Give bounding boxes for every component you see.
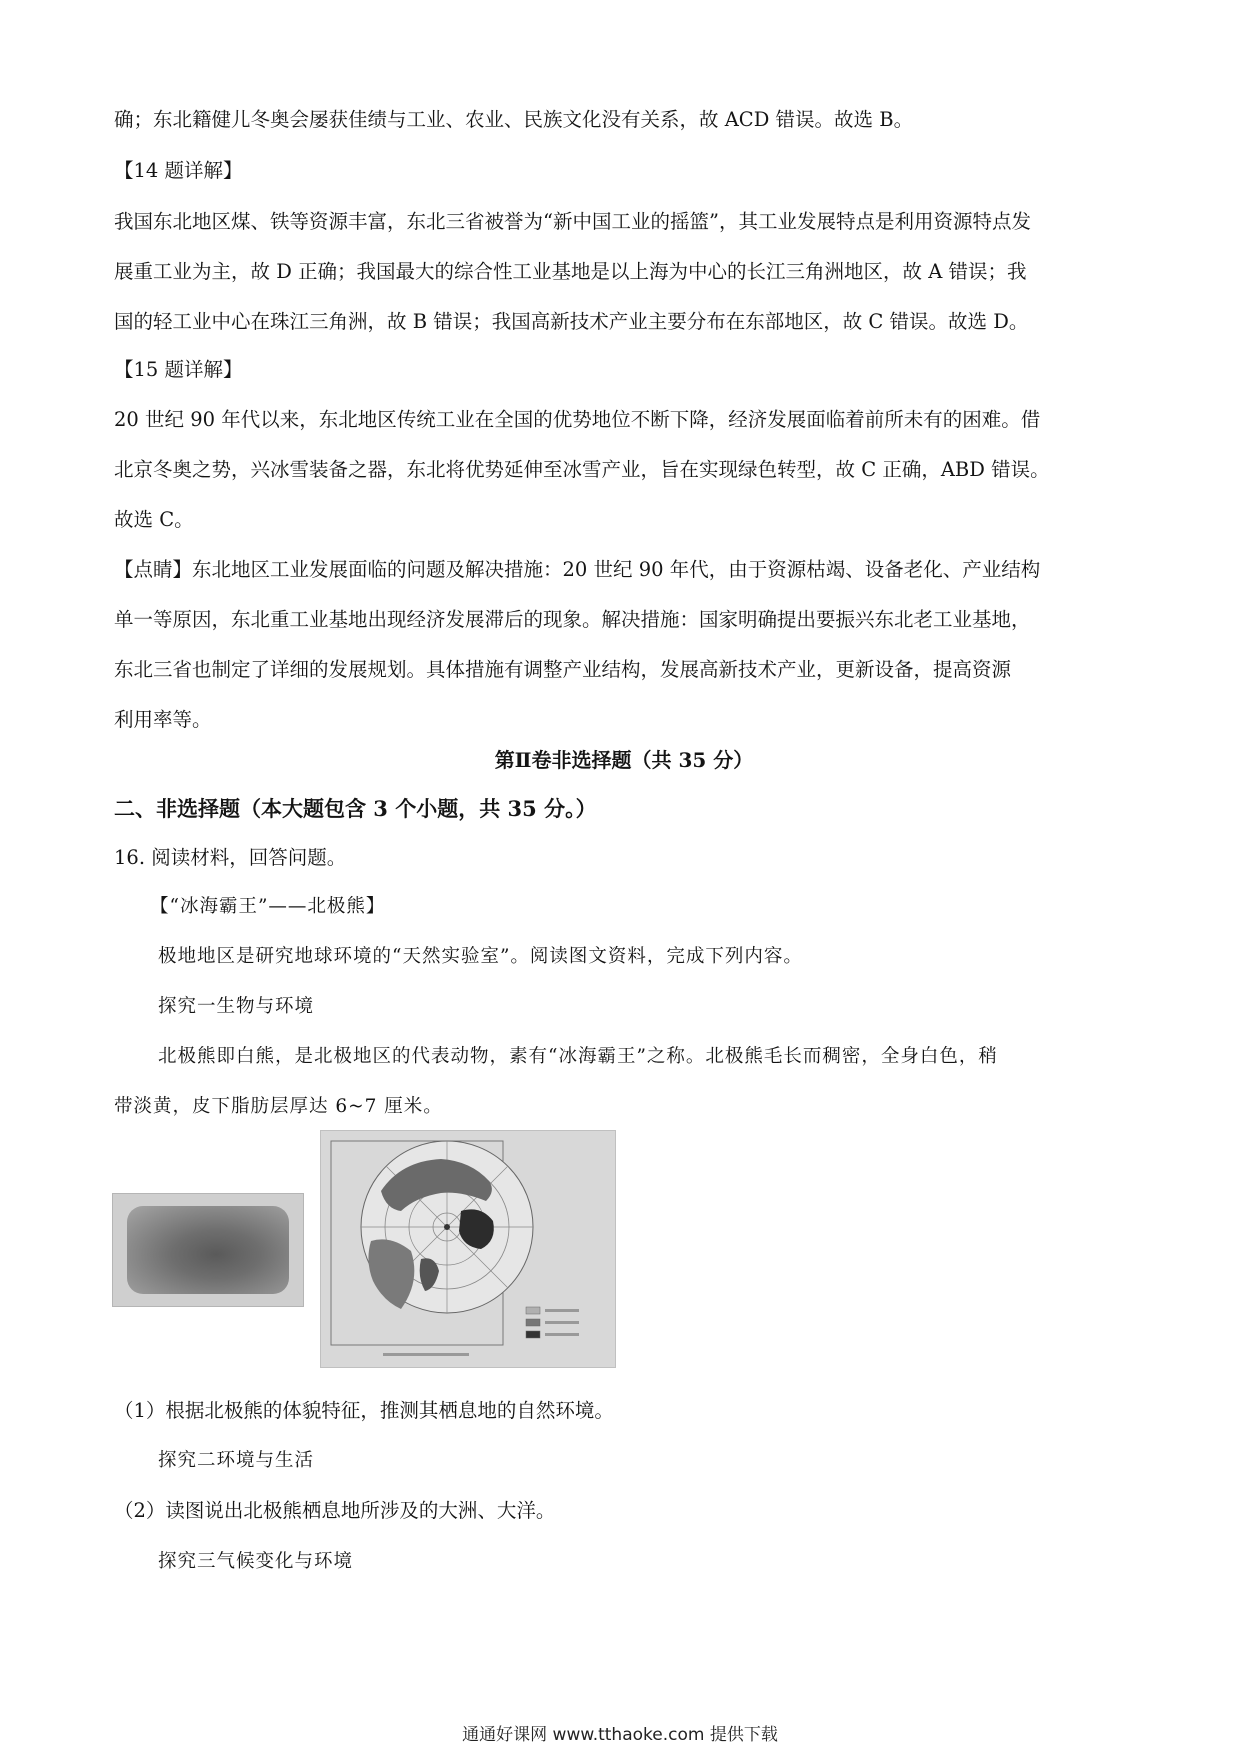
explore-2-heading: 探究二环境与生活 [158, 1450, 315, 1471]
arctic-map-svg [321, 1131, 615, 1367]
q14-heading: 【14 题详解】 [114, 159, 243, 182]
q16-intro: 16. 阅读材料，回答问题。 [114, 846, 347, 869]
legend-text-blur [545, 1333, 579, 1336]
material-intro: 极地地区是研究地球环境的“天然实验室”。阅读图文资料，完成下列内容。 [158, 946, 803, 967]
explore-1-heading: 探究一生物与环境 [158, 996, 315, 1017]
part-heading: 二、非选择题（本大题包含 3 个小题，共 35 分。） [114, 796, 597, 821]
polar-bear-description: 北极熊即白熊，是北极地区的代表动物，素有“冰海霸王”之称。北极熊毛长而稠密，全身白色，稍 带淡黄，皮下脂肪层厚达 6~7 厘米。 [114, 1046, 998, 1117]
material-title: 【“冰海霸王”——北极熊】 [150, 896, 386, 917]
q15-heading: 【15 题详解】 [114, 358, 243, 381]
page-footer: 通通好课网 www.tthaoke.com 提供下载 [462, 1725, 778, 1745]
q15-explanation: 20 世纪 90 年代以来，东北地区传统工业在全国的优势地位不断下降，经济发展面临着前所未有的困难。借 北京冬奥之势，兴冰雪装备之器，东北将优势延伸至冰雪产业，旨在实现绿色转型，故 C 正确，ABD 错误。 故选 C。 [114, 408, 1050, 531]
q14-explanation: 我国东北地区煤、铁等资源丰富，东北三省被誉为“新中国工业的摇篮”，其工业发展特点是利用资源特点发 展重工业为主，故 D 正确；我国最大的综合性工业基地是以上海为中心的长江三角洲地区，故 A 错误；我 国的轻工业中心在珠江三角洲，故 B 错误；我国高新技术产业主要分布在东部地区，故 C 错误。故选 D。 [114, 210, 1031, 333]
legend-swatch [526, 1331, 540, 1338]
north-pole-marker [444, 1224, 450, 1230]
polar-bear-photo [112, 1193, 304, 1307]
legend-swatch [526, 1319, 540, 1326]
question-16-2: （2）读图说出北极熊栖息地所涉及的大洲、大洋。 [114, 1499, 556, 1522]
dianjing-note: 【点睛】东北地区工业发展面临的问题及解决措施：20 世纪 90 年代，由于资源枯竭、设备老化、产业结构 单一等原因，东北重工业基地出现经济发展滞后的现象。解决措施：国家明确提出要振兴东北老工业基地， 东北三省也制定了详细的发展规划。具体措施有调整产业结构，发展高新技术产业，更新设备，提高资源 利用率等。 [114, 558, 1041, 731]
question-16-1: （1）根据北极熊的体貌特征，推测其栖息地的自然环境。 [114, 1399, 614, 1422]
answer-13-tail: 确；东北籍健儿冬奥会屡获佳绩与工业、农业、民族文化没有关系，故 ACD 错误。故选 B。 [114, 108, 914, 131]
explore-3-heading: 探究三气候变化与环境 [158, 1551, 354, 1572]
arctic-habitat-map [320, 1130, 616, 1368]
section-title: 第Ⅱ卷非选择题（共 35 分） [494, 748, 754, 772]
map-caption-blur [383, 1353, 469, 1356]
legend-text-blur [545, 1321, 579, 1324]
polar-bear-photo-image [127, 1206, 289, 1294]
legend-text-blur [545, 1309, 579, 1312]
legend-swatch [526, 1307, 540, 1314]
